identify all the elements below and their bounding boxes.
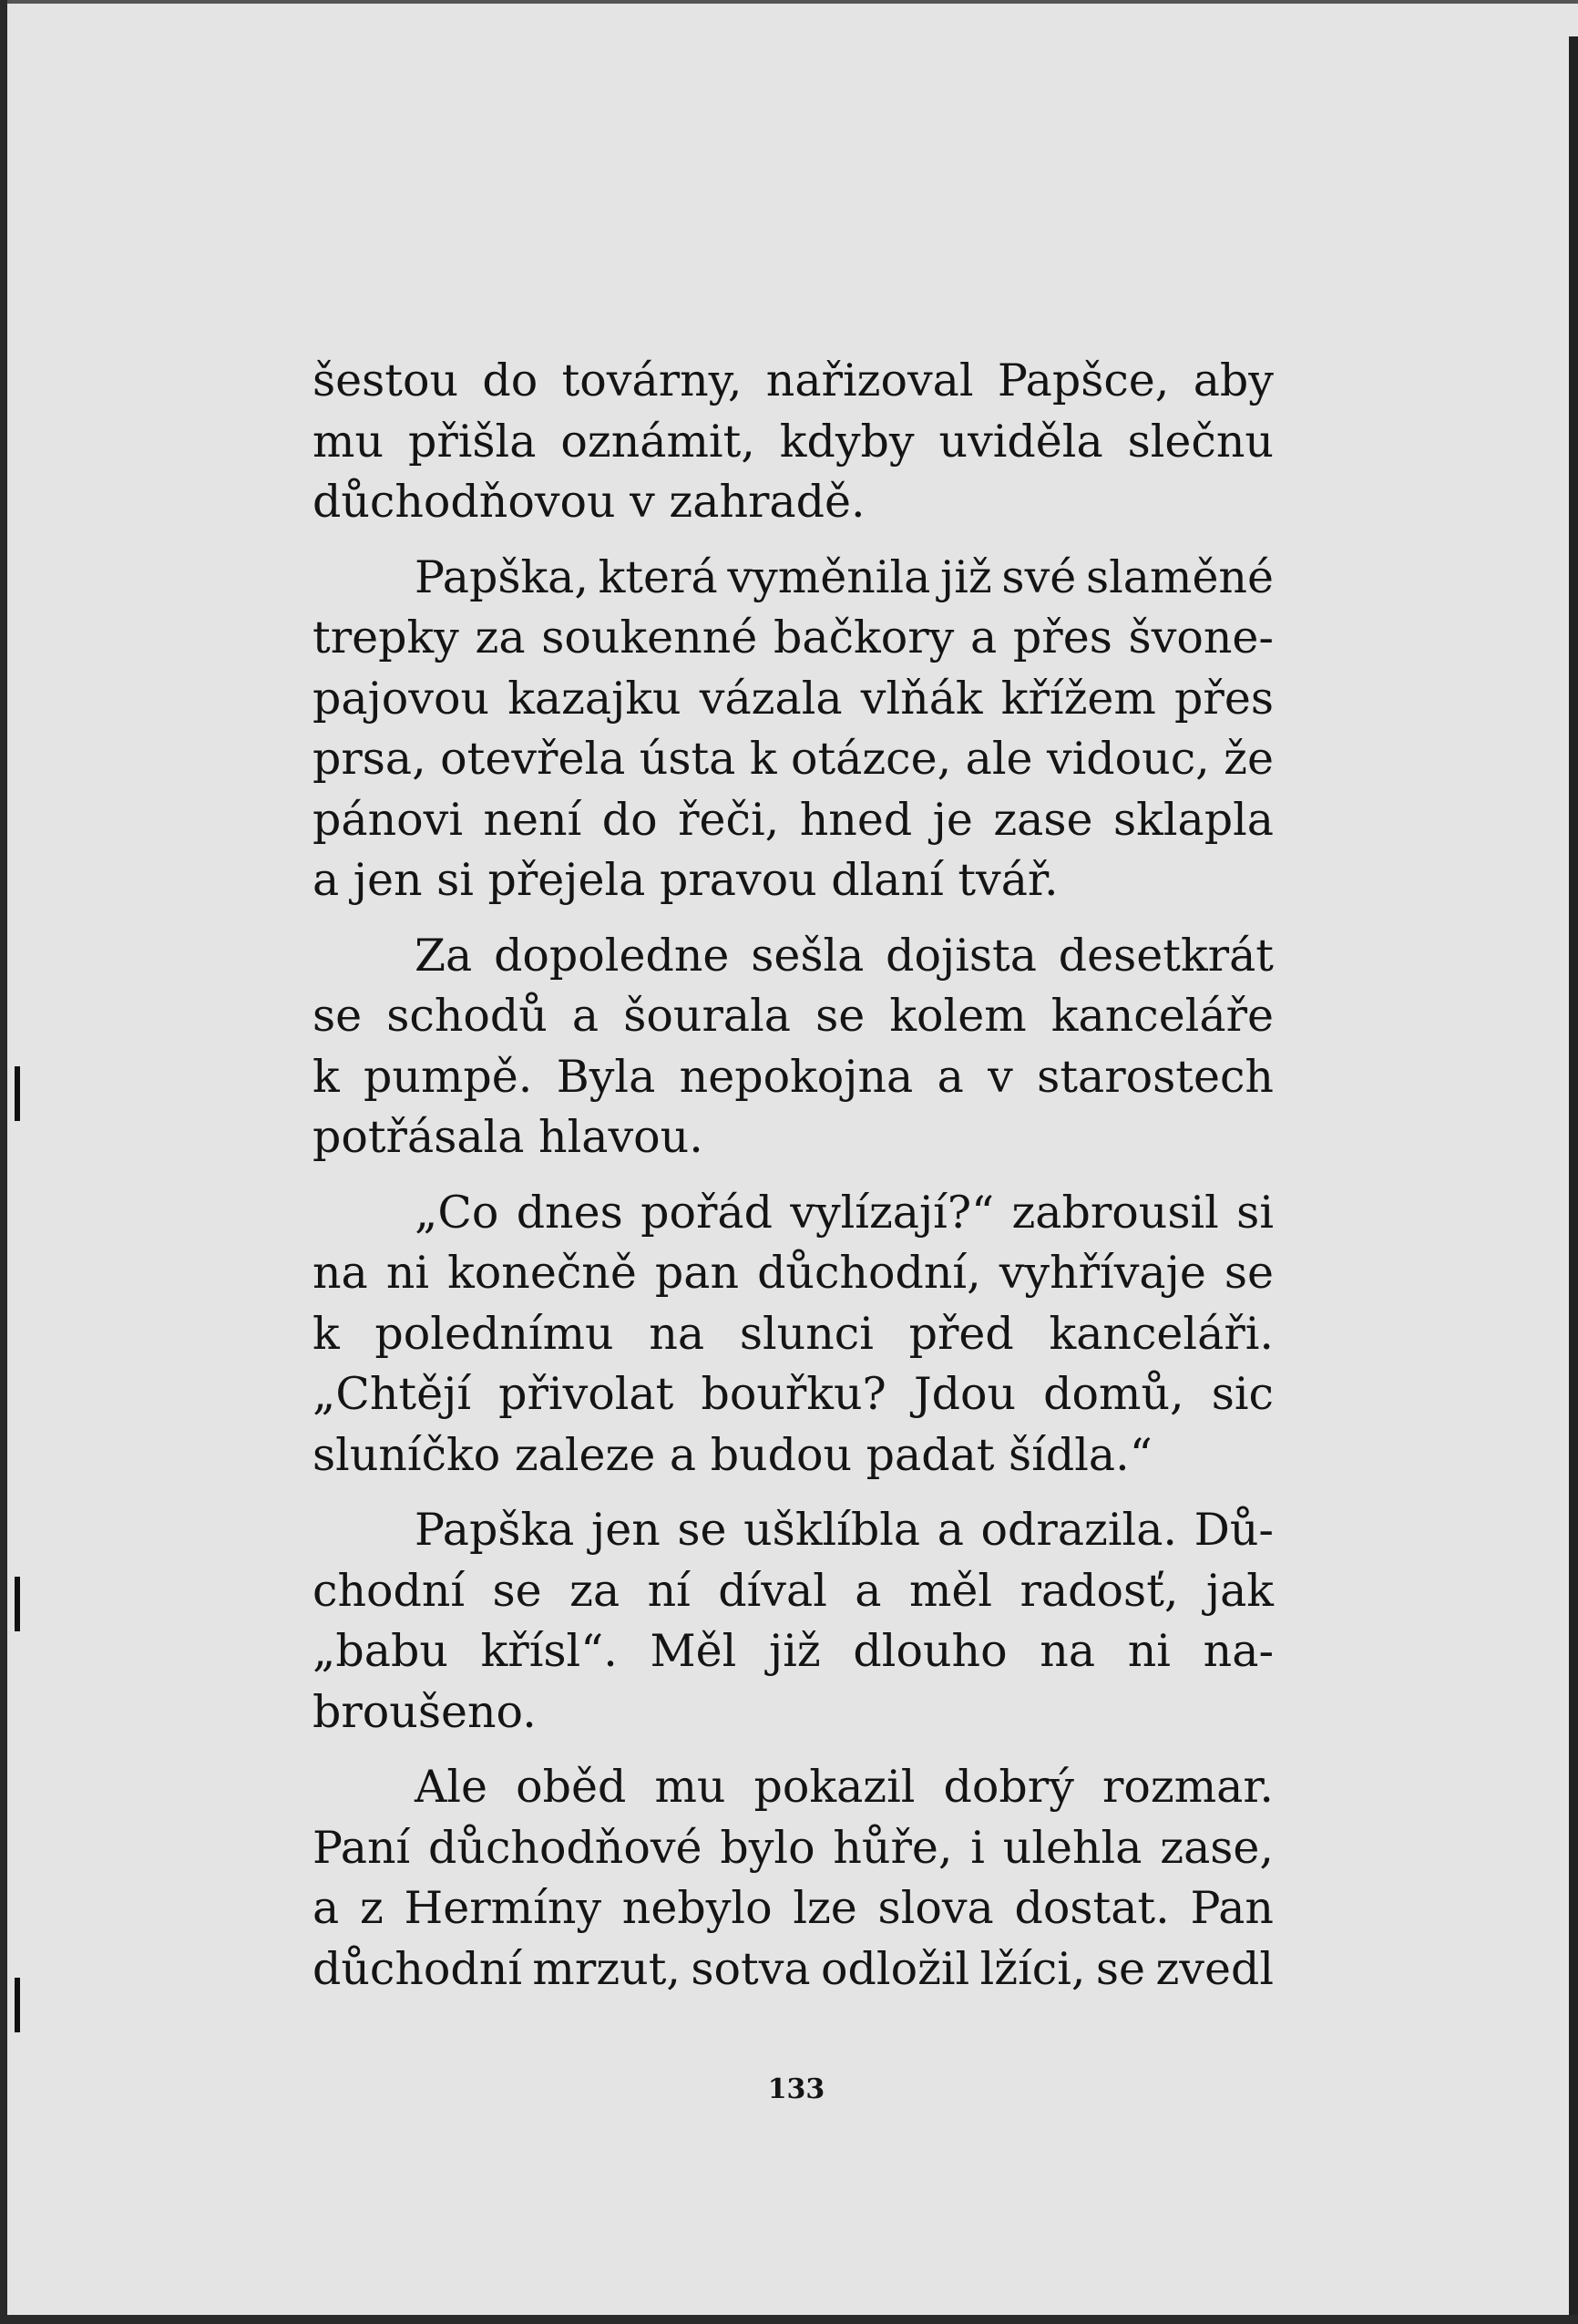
text-line: potřásala hlavou. [313, 1111, 703, 1163]
text-line: pajovou kazajku vázala vlňák křížem přes [313, 672, 1274, 725]
text-line: trepky za soukenné bačkory a přes švone- [313, 612, 1274, 663]
text-line: sluníčko zaleze a budou padat šídla.“ [313, 1428, 1153, 1481]
page-top-edge [7, 0, 1578, 4]
text-line: Paní důchodňové bylo hůře, i ulehla zase, [313, 1821, 1274, 1874]
text-line: „babu křísl“. Měl již dlouho na ni na- [313, 1625, 1274, 1677]
text-line: „Co dnes pořád vylízají?“ zabrousil si [415, 1186, 1274, 1239]
paragraph [313, 1500, 1274, 1743]
body-text [313, 351, 1274, 2014]
text-line: Papška, která vyměnila již své slaměné [415, 550, 1274, 603]
text-line: „Chtějí přivolat bouřku? Jdou domů, sic [313, 1368, 1274, 1420]
binding-mark [15, 1066, 20, 1121]
text-line: Za dopoledne sešla dojista desetkrát [415, 929, 1274, 982]
text-line: chodní se za ní díval a měl radosť, jak [313, 1564, 1274, 1617]
text-line: mu přišla oznámit, kdyby uviděla slečnu [313, 415, 1274, 468]
page-number: 133 [767, 2073, 825, 2105]
text-line: a z Hermíny nebylo lze slova dostat. Pan [313, 1882, 1274, 1934]
page-right-edge [1569, 36, 1578, 2315]
paragraph [313, 548, 1274, 911]
text-line: k polednímu na slunci před kanceláři. [313, 1307, 1274, 1360]
paragraph [313, 351, 1274, 533]
paragraph [313, 1183, 1274, 1486]
paragraph [313, 1757, 1274, 2000]
binding-mark [15, 1978, 20, 2032]
text-line: broušeno. [313, 1685, 537, 1738]
text-line: důchodňovou v zahradě. [313, 476, 866, 528]
text-line: na ni konečně pan důchodní, vyhřívaje se [313, 1247, 1274, 1299]
text-line: prsa, otevřela ústa k otázce, ale vidouc, že [313, 733, 1274, 785]
text-line: se schodů a šourala se kolem kanceláře [313, 990, 1274, 1042]
text-line: a jen si přejela pravou dlaní tvář. [313, 854, 1059, 906]
text-line: k pumpě. Byla nepokojna a v starostech [313, 1050, 1274, 1103]
binding-mark [15, 1577, 20, 1631]
text-line: Ale oběd mu pokazil dobrý rozmar. [415, 1761, 1274, 1813]
text-line: Papška jen se ušklíbla a odrazila. Dů- [415, 1504, 1274, 1556]
text-line: šestou do továrny, nařizoval Papšce, aby [313, 355, 1274, 406]
paragraph [313, 926, 1274, 1168]
text-line: důchodní mrzut, sotva odložil lžíci, se zvedl [313, 1942, 1274, 1995]
text-line: pánovi není do řeči, hned je zase sklapla [313, 793, 1274, 846]
